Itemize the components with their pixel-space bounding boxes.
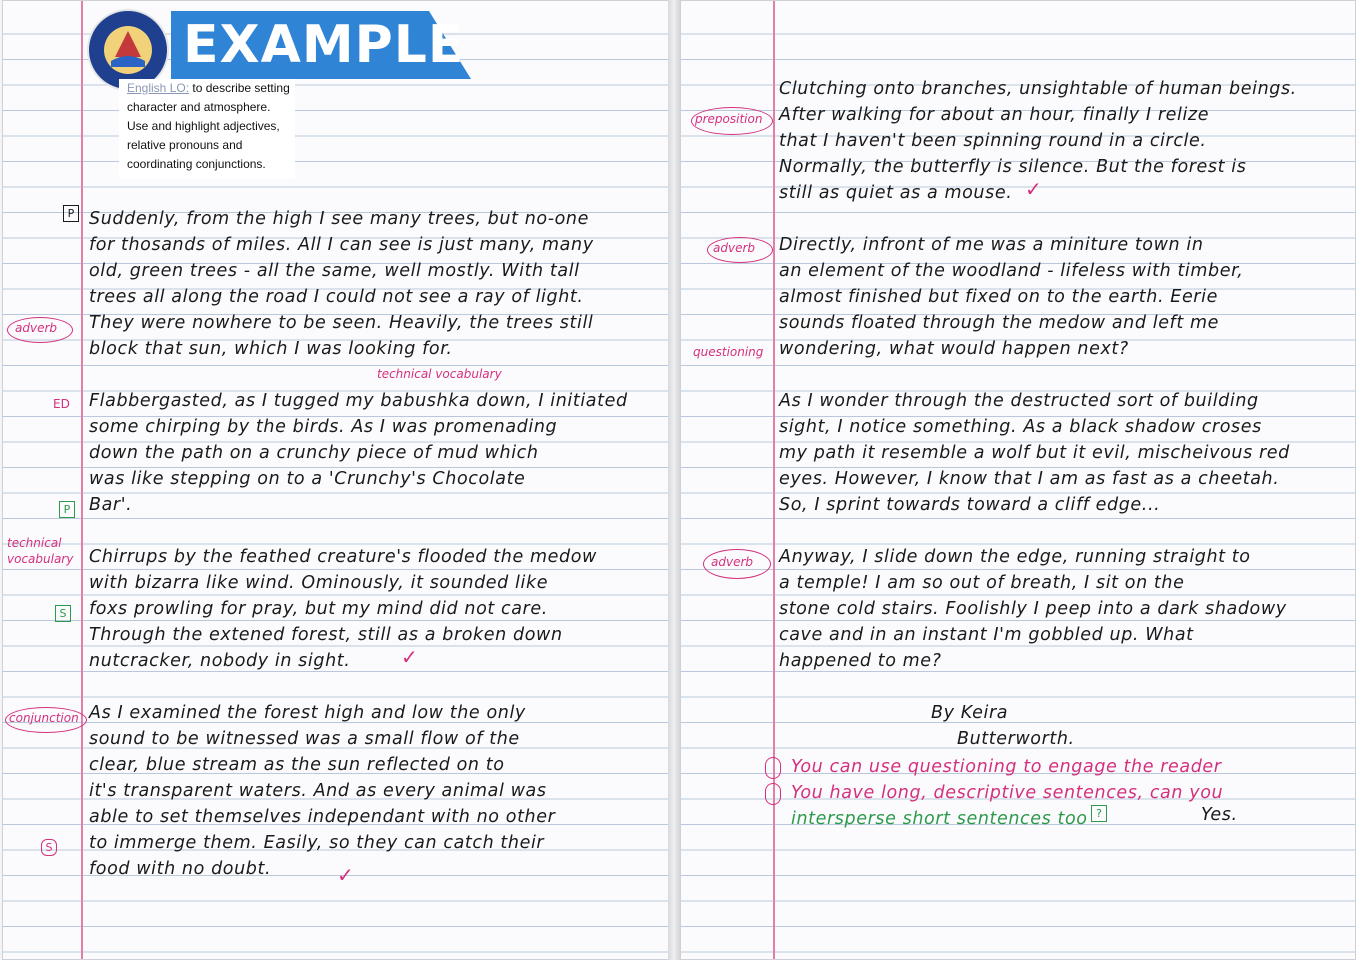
text-line: Directly, infront of me was a miniture town in [779, 235, 1204, 255]
tick-mark: ✓ [401, 645, 418, 669]
student-reply: Yes. [1201, 805, 1238, 825]
text-line: trees all along the road I could not see a ray of light. [89, 287, 584, 307]
author-name: By Keira [931, 703, 1009, 723]
text-line: sound to be witnessed was a small flow of the [89, 729, 520, 749]
margin-line [773, 1, 775, 959]
learning-objective-line: relative pronouns and [127, 138, 243, 152]
text-line: food with no doubt. [89, 859, 272, 879]
left-notebook-page [2, 0, 670, 960]
feedback-marker [765, 783, 781, 805]
text-line: happened to me? [779, 651, 942, 671]
tick-mark: ✓ [337, 863, 354, 887]
annotation-ed: ED [53, 397, 70, 411]
text-line: eyes. However, I know that I am as fast as a cheetah. [779, 469, 1280, 489]
text-line: an element of the woodland - lifeless with timber, [779, 261, 1244, 281]
annotation-adverb: adverb [15, 321, 58, 335]
annotation-technical-vocabulary: technical vocabulary [7, 536, 74, 566]
text-line: wondering, what would happen next? [779, 339, 1129, 359]
learning-objective-line: character and atmosphere. [127, 100, 271, 114]
text-line: Flabbergasted, as I tugged my babushka down, I initiated [89, 391, 628, 411]
text-line: with bizarra like wind. Ominously, it sounded like [89, 573, 549, 593]
learning-objective-line: Use and highlight adjectives, [127, 119, 280, 133]
text-line: So, I sprint towards toward a cliff edge... [779, 495, 1161, 515]
text-line: down the path on a crunchy piece of mud which [89, 443, 539, 463]
tick-mark: ✓ [1025, 177, 1042, 201]
text-line: As I wonder through the destructed sort of building [779, 391, 1259, 411]
author-surname: Butterworth. [957, 729, 1075, 749]
right-notebook-page [680, 0, 1356, 960]
text-line: Chirrups by the feathed creature's flooded the medow [89, 547, 597, 567]
annotation-questioning: questioning [693, 345, 764, 359]
text-line: Anyway, I slide down the edge, running straight to [779, 547, 1251, 567]
text-line: sight, I notice something. As a black shadow croses [779, 417, 1262, 437]
text-line: a temple! I am so out of breath, I sit on the [779, 573, 1185, 593]
text-line: stone cold stairs. Foolishly I peep into a dark shadowy [779, 599, 1287, 619]
annotation-conjunction: conjunction [9, 711, 79, 725]
annotation-adverb: adverb [713, 241, 756, 255]
feedback-line: You have long, descriptive sentences, can you [791, 783, 1224, 803]
text-line: still as quiet as a mouse. [779, 183, 1013, 203]
text-line: able to set themselves independant with no other [89, 807, 556, 827]
paragraph-marker: P [59, 501, 75, 518]
text-line: After walking for about an hour, finally I relize [779, 105, 1210, 125]
text-line: Suddenly, from the high I see many trees, but no-one [89, 209, 589, 229]
text-line: for thosands of miles. All I can see is just many, many [89, 235, 594, 255]
feedback-box: ? [1091, 805, 1107, 822]
feedback-line: You can use questioning to engage the reader [791, 757, 1222, 777]
paragraph-marker: S [55, 605, 71, 622]
text-line: my path it resemble a wolf but it evil, mischeivous red [779, 443, 1290, 463]
text-line: some chirping by the birds. As I was promenading [89, 417, 558, 437]
example-badge: EXAMPLE [183, 15, 465, 75]
text-line: it's transparent waters. And as every animal was [89, 781, 547, 801]
annotation-preposition: preposition [695, 112, 763, 126]
text-line: Normally, the butterfly is silence. But the forest is [779, 157, 1247, 177]
margin-line [81, 1, 83, 959]
feedback-line: intersperse short sentences too [791, 809, 1088, 829]
notebook-spine [668, 0, 680, 960]
text-line: block that sun, which I was looking for. [89, 339, 453, 359]
text-line: Through the extened forest, still as a broken down [89, 625, 563, 645]
learning-objective-line: coordinating conjunctions. [127, 157, 266, 171]
annotation-technical-vocabulary: technical vocabulary [377, 367, 502, 381]
text-line: to immerge them. Easily, so they can catch their [89, 833, 545, 853]
text-line: sounds floated through the medow and left me [779, 313, 1219, 333]
text-line: almost finished but fixed on to the earth. Eerie [779, 287, 1218, 307]
text-line: cave and in an instant I'm gobbled up. What [779, 625, 1194, 645]
annotation-adverb: adverb [711, 555, 754, 569]
learning-objective-label: English LO: [127, 81, 190, 95]
feedback-marker [765, 757, 781, 779]
paragraph-marker: S [41, 839, 57, 856]
learning-objective-line: English LO: to describe setting [127, 81, 290, 95]
text-line: clear, blue stream as the sun reflected on to [89, 755, 505, 775]
text-line: old, green trees - all the same, well mostly. With tall [89, 261, 580, 281]
text-line: was like stepping on to a 'Crunchy's Chocolate [89, 469, 526, 489]
paragraph-marker: P [63, 205, 79, 222]
text-line: nutcracker, nobody in sight. [89, 651, 351, 671]
text-line: Clutching onto branches, unsightable of human beings. [779, 79, 1297, 99]
text-line: foxs prowling for pray, but my mind did not care. [89, 599, 548, 619]
text-line: They were nowhere to be seen. Heavily, the trees still [89, 313, 594, 333]
text-line: Bar'. [89, 495, 133, 515]
text-line: that I haven't been spinning round in a circle. [779, 131, 1207, 151]
text-line: As I examined the forest high and low the only [89, 703, 526, 723]
